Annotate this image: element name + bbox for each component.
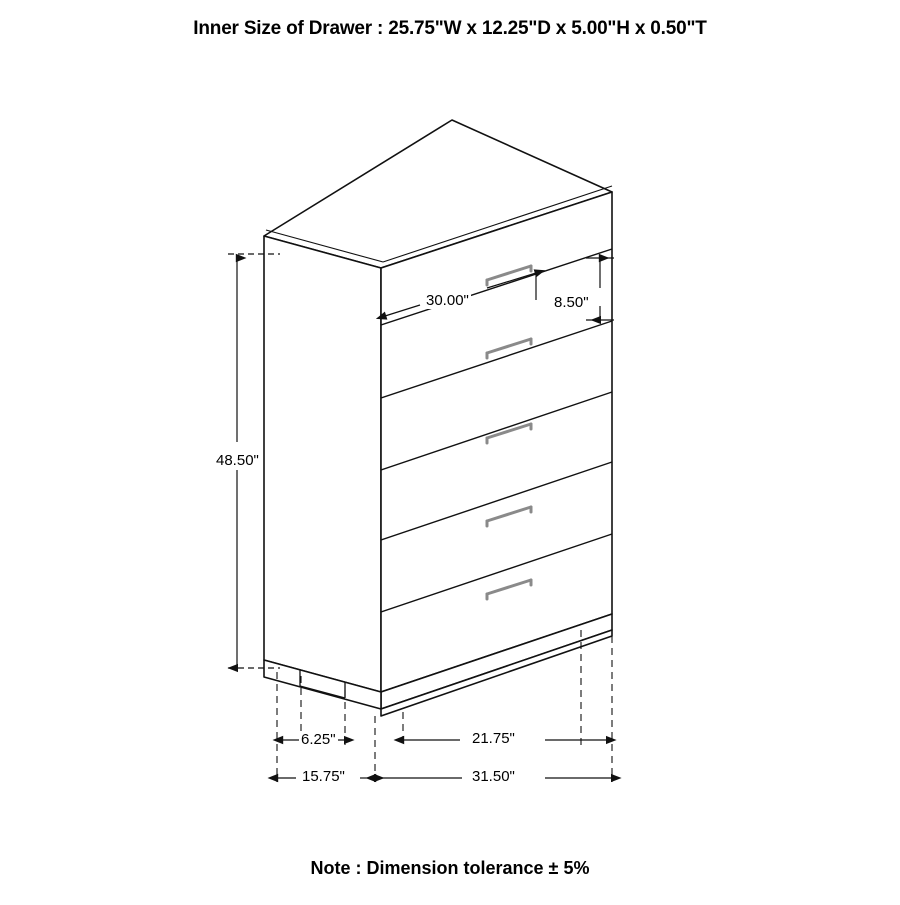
page-title: Inner Size of Drawer : 25.75"W x 12.25"D x 5.00"H x 0.50"T [193,18,707,39]
tolerance-note: Note : Dimension tolerance ± 5% [310,858,590,878]
dimension-label-foot-offset: 6.25" [301,731,336,748]
chest-front-face [381,192,612,692]
dimension-label-side-depth: 15.75" [302,768,345,785]
dimension-label-top-width: 30.00" [426,292,469,309]
dimension-label-overall-height: 48.50" [216,452,259,469]
dimension-label-overall-width: 31.50" [472,768,515,785]
chest-body [264,120,612,692]
dimension-label-drawer-height: 8.50" [554,294,589,311]
chest-left-side [264,236,381,692]
dimension-label-base-depth: 21.75" [472,730,515,747]
